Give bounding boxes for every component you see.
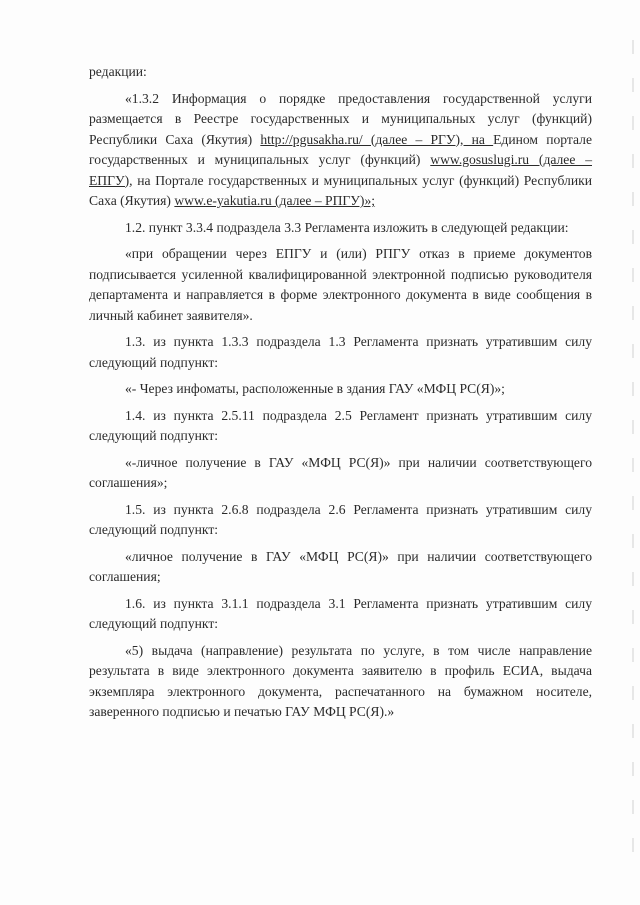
paragraph-1-6 xyxy=(89,594,592,635)
paragraph-text: 1.2. пункт 3.3.4 подраздела 3.3 Регламента изложить в следующей редакции: xyxy=(125,219,569,235)
paragraph-quote-infomats xyxy=(89,379,592,400)
paragraph-continuation xyxy=(89,62,592,83)
paragraph-quote-personal-2 xyxy=(89,547,592,588)
paragraph-quote-result xyxy=(89,641,592,723)
scan-edge-artifact xyxy=(632,40,634,860)
paragraph-1-3-2 xyxy=(89,89,592,212)
paragraph-1-3 xyxy=(89,332,592,373)
paragraph-quote-refusal xyxy=(89,244,592,326)
paragraph-text: 1.6. из пункта 3.1.1 подраздела 3.1 Регламента признать утратившим силу следующий подпункт: xyxy=(89,595,592,631)
paragraph-text: «5) выдача (направление) результата по услуге, в том числе направление результата в виде электронного документа заявителю в профиль ЕСИА, выдача экземпляра электронного документа, распечатанного на бумажном носителе, заверенного подписью и печатью ГАУ МФЦ РС(Я).» xyxy=(89,642,592,719)
paragraph-text: 1.4. из пункта 2.5.11 подраздела 2.5 Регламент признать утратившим силу следующий подпункт: xyxy=(89,407,592,443)
paragraph-text: 1.3. из пункта 1.3.3 подраздела 1.3 Регламента признать утратившим силу следующий подпункт: xyxy=(89,334,592,370)
document-body xyxy=(89,62,592,729)
paragraph-text: «1.3.2 Информация о порядке предоставления государственной услуги размещается в Реестре государственных и муниципальных услуг (функций) Республики Саха (Якутия) xyxy=(89,90,592,147)
paragraph-text: «- Через инфоматы, расположенные в здания ГАУ «МФЦ РС(Я)»; xyxy=(125,381,505,396)
paragraph-1-4 xyxy=(89,406,592,447)
paragraph-text: 1.5. из пункта 2.6.8 подраздела 2.6 Регламента признать утратившим силу следующий подпункт: xyxy=(89,501,592,537)
paragraph-text: , на Портале государственных и муниципальных услуг (функций) Республики Саха (Якутия) xyxy=(89,172,592,208)
gosuslugi-link[interactable]: www.gosuslugi.ru (далее – ЕПГУ) xyxy=(89,152,592,188)
e-yakutia-link[interactable]: www.e-yakutia.ru (далее – РПГУ)»; xyxy=(174,193,376,208)
paragraph-quote-personal-1 xyxy=(89,453,592,494)
paragraph-1-5 xyxy=(89,500,592,541)
paragraph-text: Едином портале государственных и муниципальных услуг (функций) xyxy=(89,131,592,167)
paragraph-text: «-личное получение в ГАУ «МФЦ РС(Я)» при наличии соответствующего соглашения»; xyxy=(89,454,592,490)
pgusakha-link[interactable]: http://pgusakha.ru/ (далее – РГУ), на xyxy=(260,131,494,147)
paragraph-text: «при обращении через ЕПГУ и (или) РПГУ отказ в приеме документов подписывается усиленной квалифицированной электронной подписью руководителя департамента и направляется в форме электронного документа в виде сообщения в личный кабинет заявителя». xyxy=(89,246,592,323)
paragraph-text: редакции: xyxy=(89,64,147,79)
paragraph-1-2 xyxy=(89,218,592,239)
paragraph-text: «личное получение в ГАУ «МФЦ РС(Я)» при наличии соответствующего соглашения; xyxy=(89,548,592,584)
